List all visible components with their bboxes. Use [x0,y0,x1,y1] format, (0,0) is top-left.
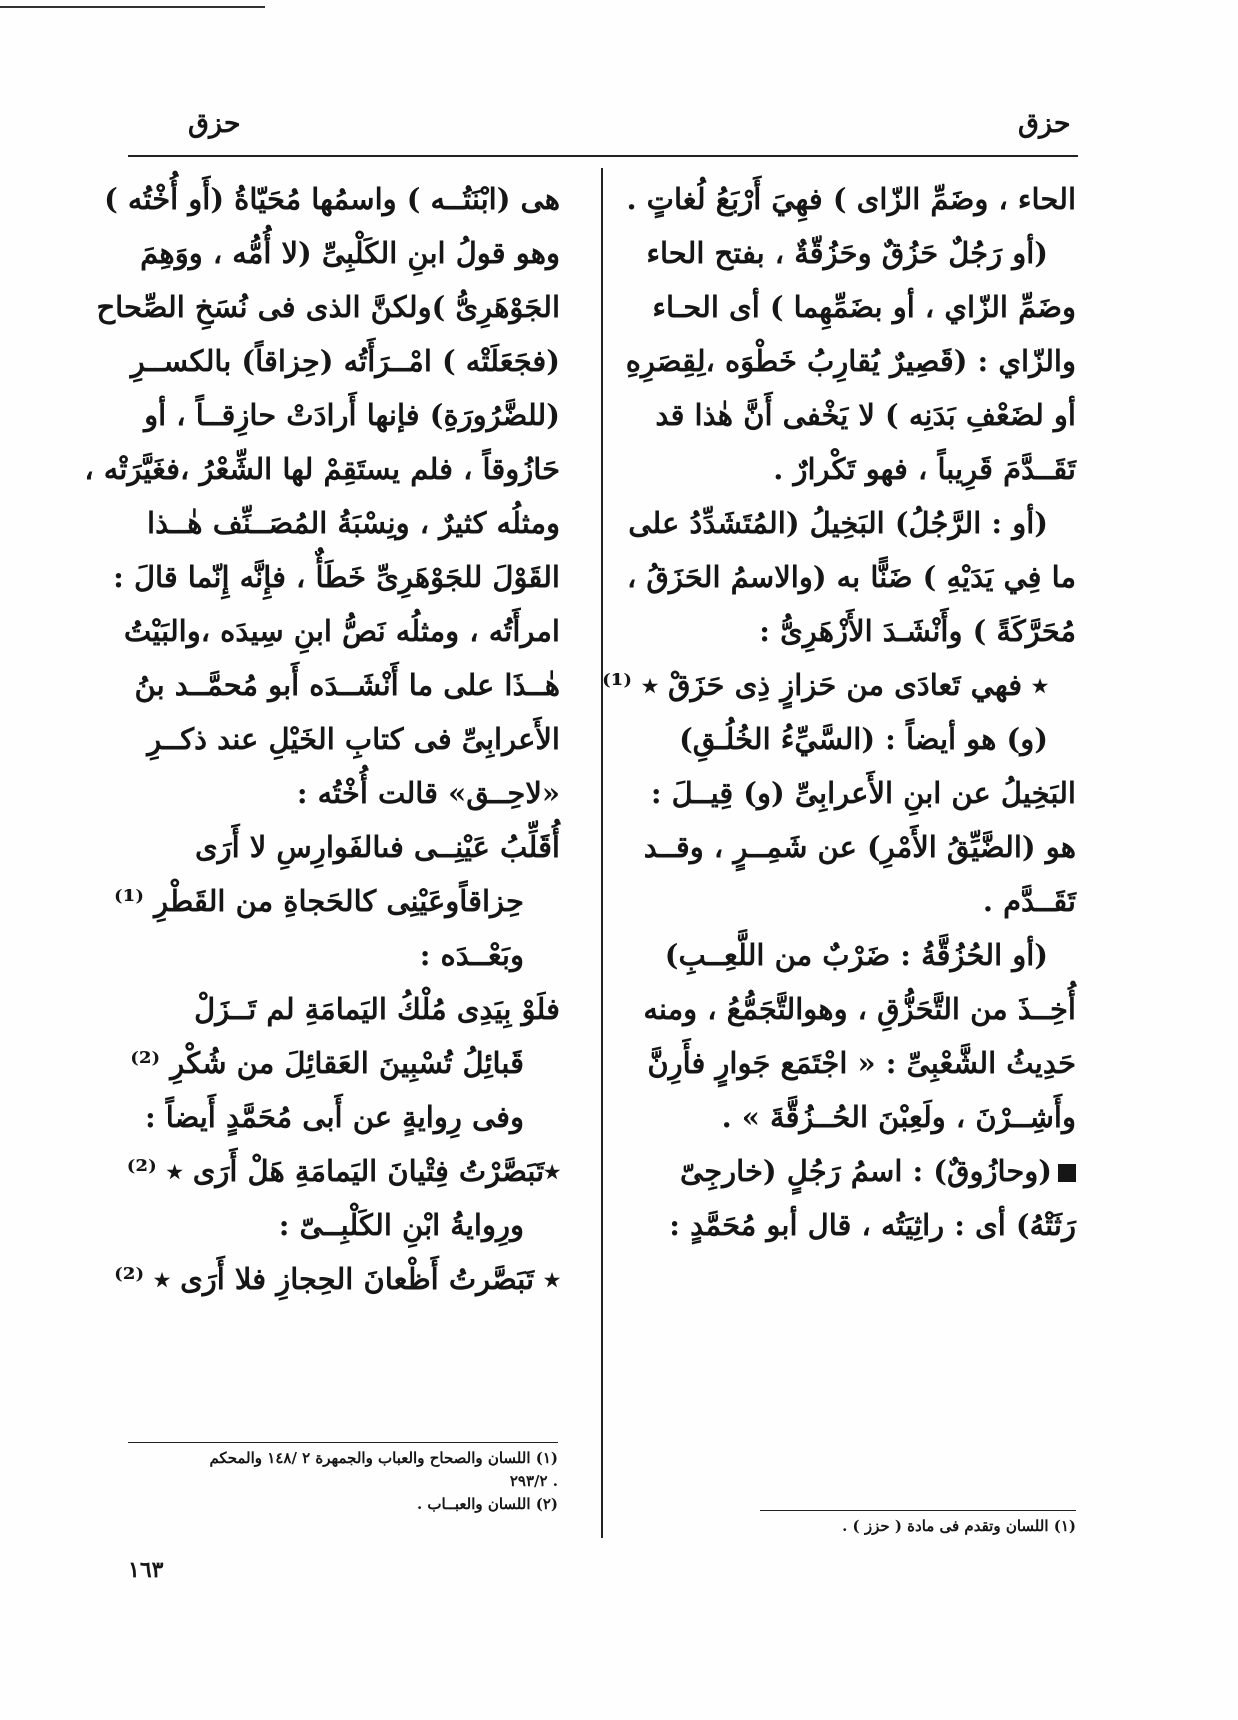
text-line: حَازُوقاً ، فلم يستَقِمْ لها الشِّعْرُ ،فغَيَّرَتْه ، [84,452,560,486]
text-line: حَدِيثُ الشَّعْبِىِّ : « اجْتَمَع جَوارٍ فأَرِنَّ [647,1046,1076,1080]
verse-line: قَبائِلُ تُسْبِينَ العَقائِلَ من شُكْرِ ⁽²⁾ [130,1046,524,1080]
text-line: البَخِيلُ عن ابنِ الأَعرابِىِّ (و) قِيــلَ : [650,776,1076,810]
footnote: (٢) اللسان والعبــاب . [416,1495,558,1513]
verse-line: أُقَلِّبُ عَيْنِــى فىالفَوارِسِ لا أَرَى [194,830,560,864]
text-line: (أو الحُزُقَّةُ : ضَرْبٌ من اللَّعِــبِ) [664,938,1048,972]
text-line: ورِوايةُ ابْنِ الكَلْبِــىّ : [278,1208,524,1242]
footnote-rule-right [760,1510,1076,1511]
text-line: أُخِــذَ من التَّحَزُّقِ ، وهوالتَّجَمُّعُ ، ومنه [643,992,1076,1026]
text-line: (فجَعَلَتْه ) امْــرَأَتُه (حِزاقاً) بالكســرِ [130,344,560,378]
text-line: وهو قولُ ابنِ الكَلْبِىِّ (لا أُمُّه ، ووَهِمَ [140,236,560,270]
text-line: وبَعْــدَه : [419,938,524,972]
verse-line: فلَوْ بِيَدِى مُلْكُ اليَمامَةِ لم تَــزَلْ [194,992,560,1026]
text-line: القَوْلَ للجَوْهَرِىِّ خَطَأٌ ، فإِنَّه إِنّما قالَ : [113,560,560,594]
text-line: هى (ابْنَتُــه ) واسمُها مُحَيّاةُ (أَو أُخْتُه ) [104,182,560,216]
footnotes-left [128,1447,558,1516]
text-line: وأَشِــرْنَ ، ولَعِبْنَ الحُــزُقَّةَ » . [721,1100,1076,1134]
text-line: رَثَتْهُ) أى : راثِيَتُه ، قال أبو مُحَمَّدٍ : [669,1208,1076,1242]
text-line: هو (الضَّيِّقُ الأَمْرِ) عن شَمِــرٍ ، وقــد [643,830,1076,864]
header-rule [128,155,1078,157]
footnote-rule-left [128,1442,558,1443]
text-line: مُحَرَّكَةً ) وأَنْشَـدَ الأَزْهَرِىُّ : [759,614,1076,648]
running-head-left: حزق [188,108,241,139]
text-line: تَقَــدَّمَ قَرِيباً ، فهو تَكْرارٌ . [773,452,1076,486]
entry-text: (وحازُوقٌ) : اسمُ رَجُلٍ (خارجِىّ [680,1154,1052,1188]
footnotes-right [636,1515,1076,1538]
scan-edge-line [0,6,265,8]
footnote: (١) اللسان وتقدم فى مادة ( حزز ) . [842,1517,1076,1535]
text-line: «لاحِــق» قالت أُخْتُه : [296,776,560,810]
text-line: أو لضَعْفِ بَدَنِه ) لا يَخْفى أَنَّ هٰذا قد [655,398,1076,432]
text-line: امرأَتُه ، ومثلُه نَصُّ ابنِ سِيدَه ،والبَيْتُ [123,614,560,648]
right-column [602,172,1076,1252]
text-line: ومثلُه كثيرٌ ، ونِسْبَةُ المُصَــنِّف هٰــذا [147,506,560,540]
text-line: الجَوْهَرِىُّ )ولكنَّ الذى فى نُسَخِ الصِّحاح [96,290,560,324]
verse-line: ٭تَبَصَّرْتُ فِتْيانَ اليَمامَةِ هَلْ أَرَى ٭ ⁽²⁾ [126,1154,560,1188]
text-line: هٰــذَا على ما أَنْشَــدَه أَبو مُحمَّــد بنُ [134,668,560,702]
verse-line: ٭ فهي تَعادَى من حَزازٍ ذِى حَزَقْ ٭ ⁽¹⁾ [602,668,1048,702]
text-line: (للضَّرُورَةِ) فإنها أَرادَتْ حازِقــاً ، أو [144,398,560,432]
text-line: تَقَــدَّم . [982,884,1076,918]
entry-marker-icon [1058,1164,1076,1182]
footnote: (١) اللسان والصحاح والعباب والجمهرة ٢ /١٤٨ والمحكم [209,1449,558,1467]
text-line: ما فِي يَدَيْهِ ) ضَنًّا به (والاسمُ الحَزَقُ ، [626,560,1076,594]
text-line: (أو : الرَّجُلُ) البَخِيلُ (المُتَشَدِّدُ على [628,506,1048,540]
text-line: (أو رَجُلٌ حَزُقٌ وحَزُقّةٌ ، بفتح الحاء [646,236,1048,270]
text-line: (و) هو أيضاً : (السَّيِّءُ الخُلُـقِ) [679,722,1048,756]
text-line: وضَمِّ الزّاي ، أو بضَمِّهِما ) أى الحـاء [652,290,1076,324]
text-line: وفى رِوايةٍ عن أَبى مُحَمَّدٍ أَيضاً : [144,1100,524,1134]
text-line: والزّاي : (قَصِيرٌ يُقارِبُ خَطْوَه ،لِقِصَرِهِ [625,344,1076,378]
entry-line [636,1144,1076,1198]
column-divider [601,168,603,1538]
footnote: . ٢٩٣/٢ [509,1472,558,1490]
text-line: الحاء ، وضَمِّ الزّاى ) فهِيَ أَرْبَعُ لُغاتٍ . [626,182,1076,216]
text-line: الأَعرابِىِّ فى كتابِ الخَيْلِ عند ذكــرِ [147,722,560,756]
left-column [84,172,560,1306]
page-number: ١٦٣ [128,1557,164,1583]
verse-line: حِزاقاًوعَيْنِى كالحَجاةِ من القَطْرِ ⁽¹⁾ [114,884,524,918]
running-head-right: حزق [1018,108,1071,139]
verse-line: ٭ تَبَصَّرتُ أَظْعانَ الحِجازِ فلا أَرَى ٭ ⁽²⁾ [114,1262,560,1296]
